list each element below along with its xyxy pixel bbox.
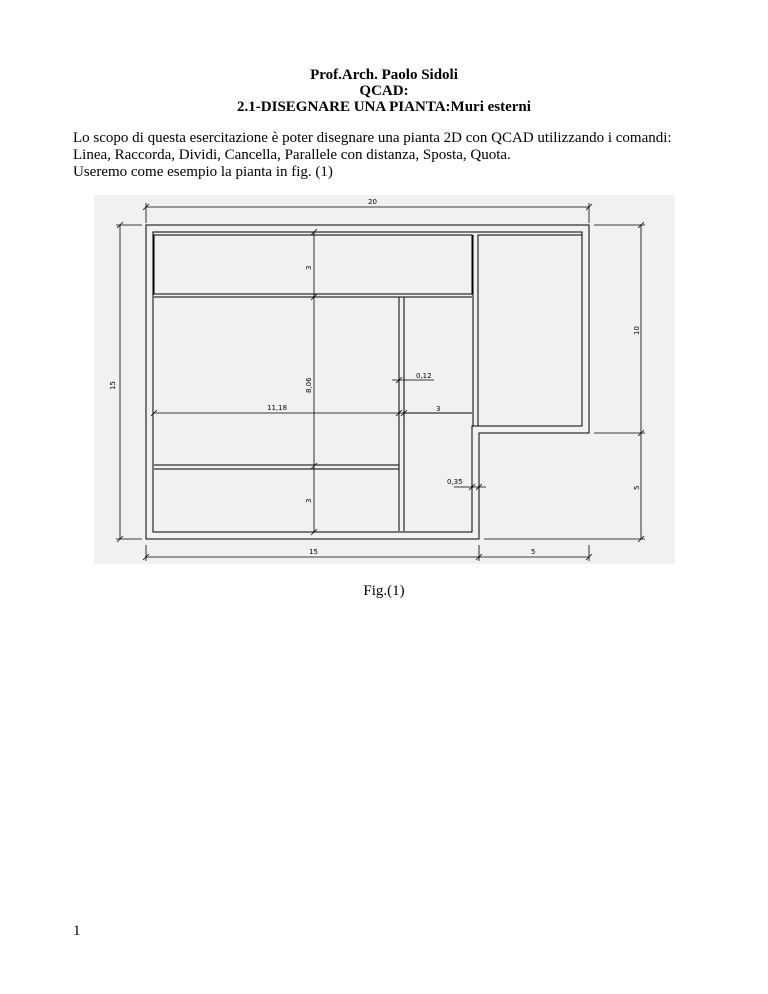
dim-vertical-span: 8,06 — [305, 377, 313, 393]
dim-right-upper: 10 — [633, 326, 641, 335]
top-left-room — [154, 235, 472, 294]
outer-wall-inner — [153, 232, 582, 532]
intro-line-3: Useremo come esempio la pianta in fig. (1) — [73, 164, 333, 180]
intro-line-1: Lo scopo di questa esercitazione è poter disegnare una pianta 2D con QCAD utilizzando i comandi: — [73, 130, 672, 146]
document-header — [0, 67, 768, 115]
chapter-title: 2.1-DISEGNARE UNA PIANTA:Muri esterni — [237, 99, 531, 115]
dim-outer-wall: 0,35 — [447, 478, 463, 486]
dim-room-bottom: 3 — [305, 498, 313, 503]
dim-right-lower: 5 — [633, 485, 641, 490]
dim-bottom-right: 5 — [531, 548, 536, 556]
dim-total-height: 15 — [109, 381, 117, 390]
dim-horizontal-span: 11,18 — [267, 404, 288, 412]
page-number: 1 — [73, 923, 81, 939]
right-room — [478, 235, 582, 426]
dim-bottom-left: 15 — [309, 548, 318, 556]
dim-room-top: 3 — [305, 265, 313, 270]
author-line: Prof.Arch. Paolo Sidoli — [310, 67, 458, 83]
software-line: QCAD: — [359, 83, 409, 99]
intro-paragraph — [73, 130, 733, 181]
dim-total-width: 20 — [368, 198, 377, 206]
floor-plan-drawing — [94, 195, 675, 564]
outer-wall-outer — [146, 225, 589, 539]
dim-inner-wall: 0,12 — [416, 372, 432, 380]
dim-room-width: 3 — [436, 405, 441, 413]
intro-line-2: Linea, Raccorda, Dividi, Cancella, Parallele con distanza, Sposta, Quota. — [73, 147, 511, 163]
floor-plan-figure — [94, 195, 675, 564]
figure-caption: Fig.(1) — [363, 583, 405, 599]
